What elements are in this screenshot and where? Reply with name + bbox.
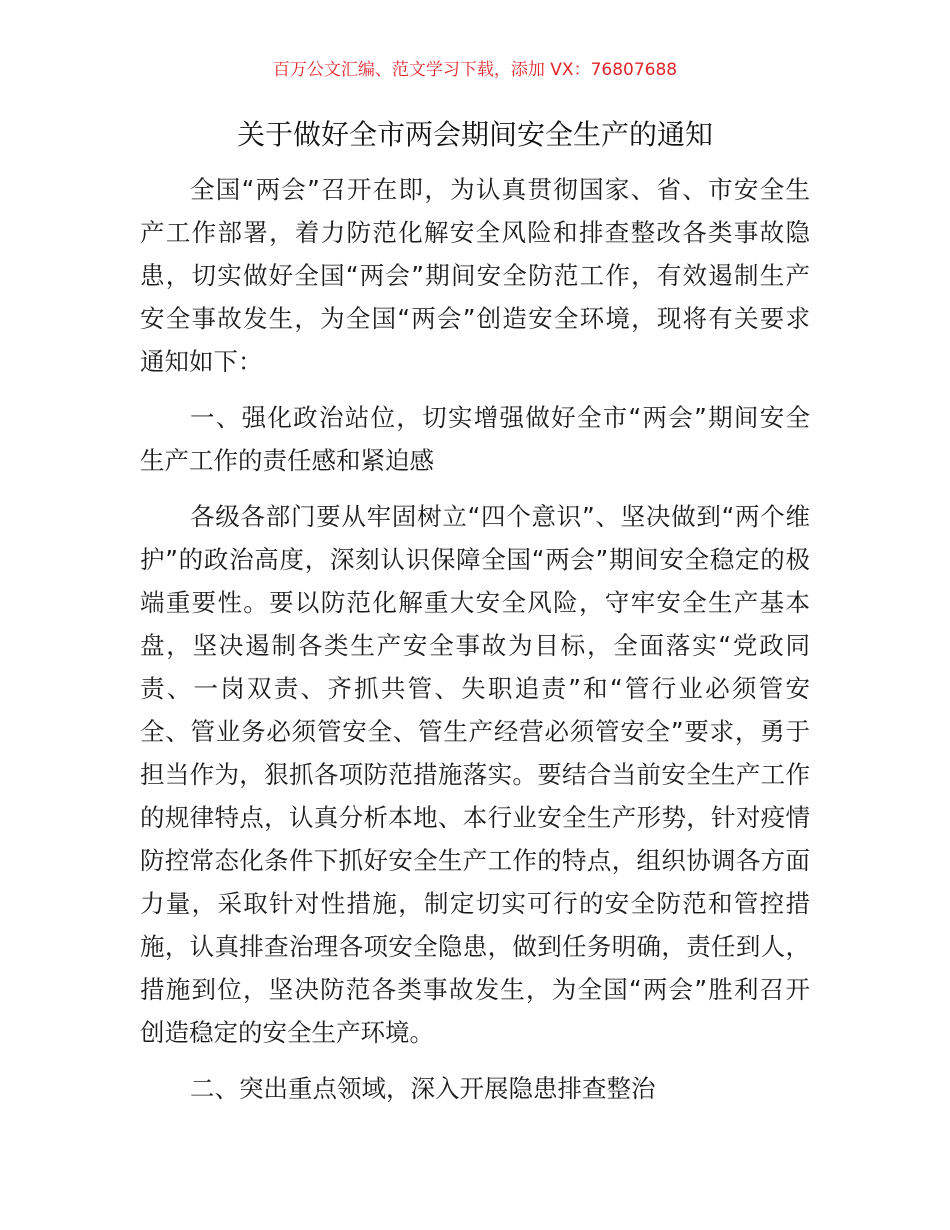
section-heading bbox=[140, 1067, 810, 1110]
text-line: 力量，采取针对性措施，制定切实可行的安全防范和管控措 bbox=[140, 889, 810, 918]
text-line: 的规律特点，认真分析本地、本行业安全生产形势，针对疫情 bbox=[140, 803, 810, 832]
document-title: 关于做好全市两会期间安全生产的通知 bbox=[236, 118, 713, 151]
text-line: 产工作部署，着力防范化解安全风险和排查整改各类事故隐 bbox=[140, 218, 810, 247]
text-line: 担当作为，狠抓各项防范措施落实。要结合当前安全生产工作 bbox=[140, 760, 810, 789]
text-line: 创造稳定的安全生产环境。 bbox=[140, 1018, 434, 1047]
text-line: 责、一岗双责、齐抓共管、失职追责”和“管行业必须管安 bbox=[140, 674, 810, 703]
text-line: 端重要性。要以防范化解重大安全风险，守牢安全生产基本 bbox=[140, 588, 810, 617]
text-line: 一、强化政治站位，切实增强做好全市“两会”期间安全 bbox=[190, 403, 810, 432]
text-line: 措施到位，坚决防范各类事故发生，为全国“两会”胜利召开 bbox=[140, 975, 810, 1004]
text-line: 通知如下： bbox=[140, 347, 263, 376]
section-heading bbox=[140, 396, 810, 482]
paragraph bbox=[140, 495, 810, 1054]
text-line: 二、突出重点领域，深入开展隐患排查整治 bbox=[190, 1074, 656, 1103]
text-line: 生产工作的责任感和紧迫感 bbox=[140, 446, 434, 475]
text-line: 施，认真排查治理各项安全隐患，做到任务明确，责任到人， bbox=[140, 932, 810, 961]
text-line: 护”的政治高度，深刻认识保障全国“两会”期间安全稳定的极 bbox=[140, 545, 810, 574]
text-line: 全、管业务必须管安全、管生产经营必须管安全”要求，勇于 bbox=[140, 717, 810, 746]
text-line: 各级各部门要从牢固树立“四个意识”、坚决做到“两个维 bbox=[190, 502, 810, 531]
text-line: 盘，坚决遏制各类生产安全事故为目标，全面落实“党政同 bbox=[140, 631, 810, 660]
text-line: 安全事故发生，为全国“两会”创造安全环境，现将有关要求 bbox=[140, 304, 810, 333]
watermark-header: 百万公文汇编、范文学习下载，添加 VX：76807688 bbox=[272, 60, 678, 80]
document-body bbox=[140, 168, 810, 1123]
text-line: 患，切实做好全国“两会”期间安全防范工作，有效遏制生产 bbox=[140, 261, 810, 290]
paragraph bbox=[140, 168, 810, 383]
text-line: 防控常态化条件下抓好安全生产工作的特点，组织协调各方面 bbox=[140, 846, 810, 875]
text-line: 全国“两会”召开在即，为认真贯彻国家、省、市安全生 bbox=[190, 175, 810, 204]
